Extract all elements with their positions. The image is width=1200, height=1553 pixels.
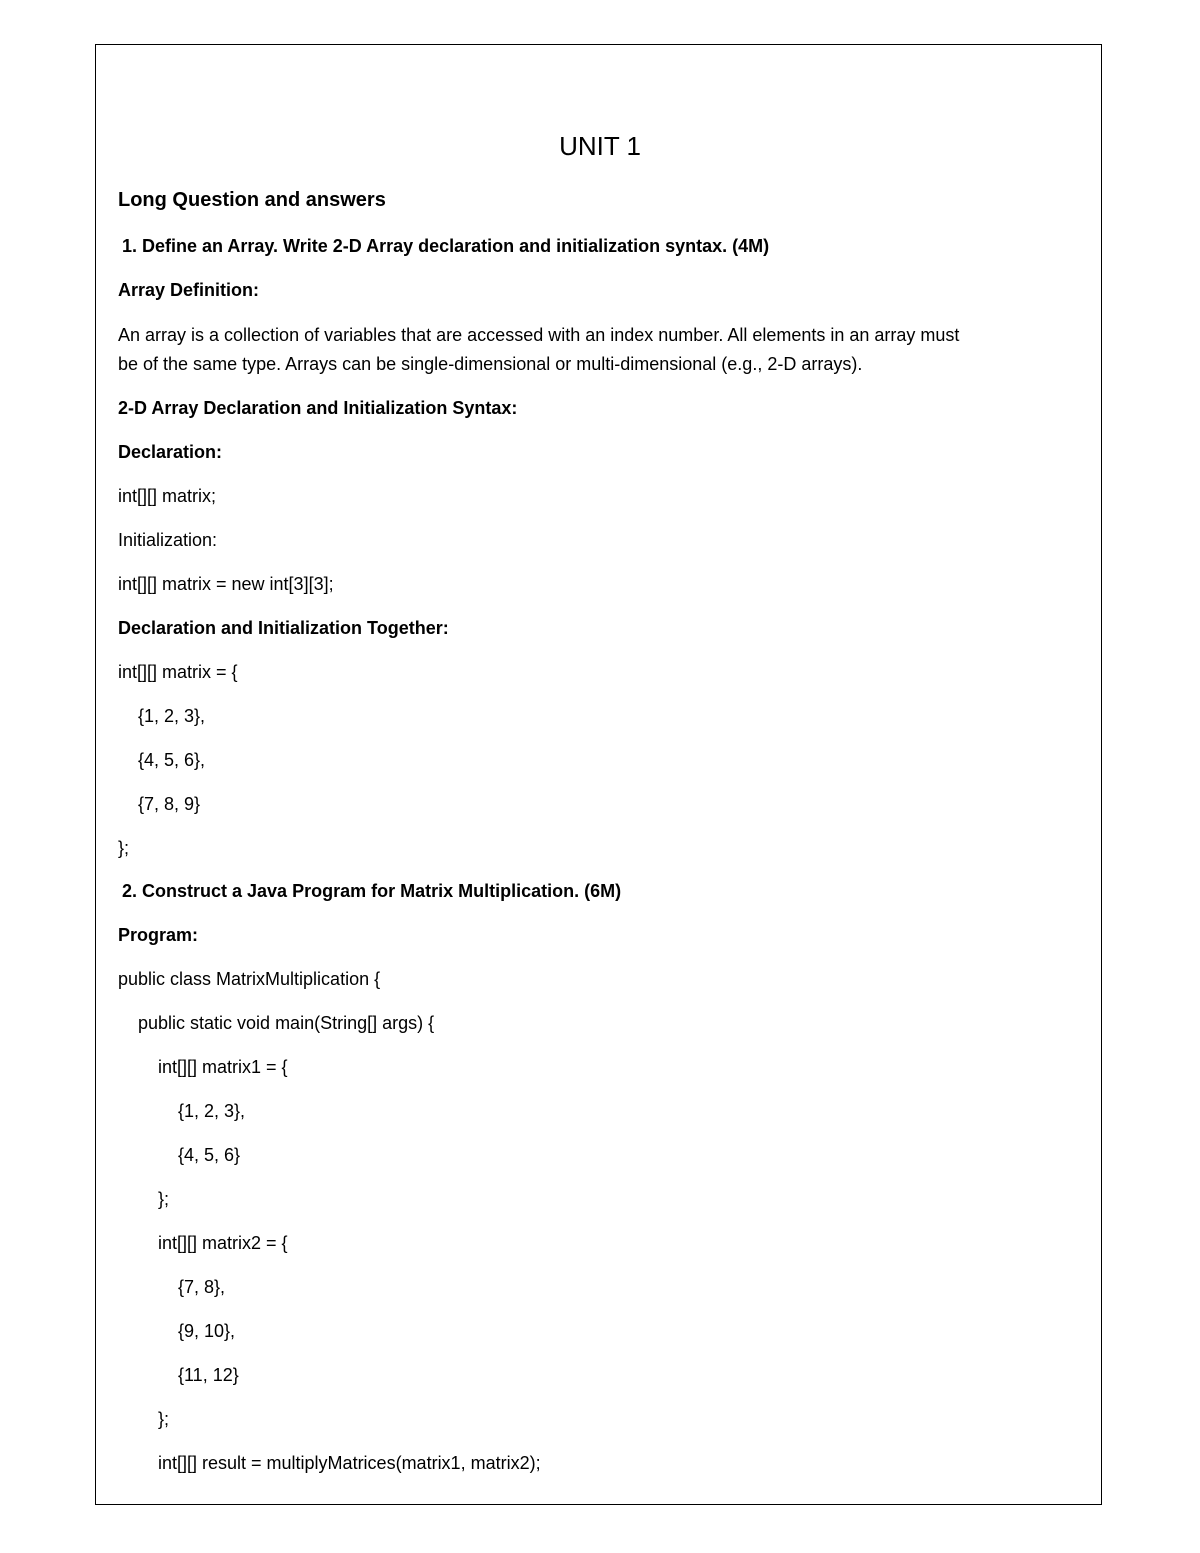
code-line: {7, 8},: [178, 1277, 226, 1297]
code-line: {1, 2, 3},: [138, 706, 206, 726]
definition-text-line-2: be of the same type. Arrays can be single-dimensional or multi-dimensional (e.g., 2-D arrays).: [118, 354, 863, 374]
together-label: Declaration and Initialization Together:: [118, 618, 449, 638]
code-line: {7, 8, 9}: [138, 794, 201, 814]
question-2: 2. Construct a Java Program for Matrix Multiplication. (6M): [122, 881, 622, 901]
code-line: {4, 5, 6}: [178, 1145, 241, 1165]
code-line: int[][] matrix = {: [118, 662, 238, 682]
code-line: int[][] result = multiplyMatrices(matrix1, matrix2);: [158, 1453, 541, 1473]
initialization-code: int[][] matrix = new int[3][3];: [118, 574, 334, 594]
syntax-heading: 2-D Array Declaration and Initialization Syntax:: [118, 398, 518, 418]
declaration-label: Declaration:: [118, 442, 223, 462]
code-line: {4, 5, 6},: [138, 750, 206, 770]
code-line: {1, 2, 3},: [178, 1101, 246, 1121]
code-line: };: [118, 838, 130, 858]
array-definition-heading: Array Definition:: [118, 280, 260, 300]
page-border: [95, 44, 1102, 1505]
code-line: public class MatrixMultiplication {: [118, 969, 381, 989]
page-title: UNIT 1: [559, 131, 641, 161]
program-label: Program:: [118, 925, 199, 945]
section-subtitle: Long Question and answers: [118, 189, 386, 211]
code-line: public static void main(String[] args) {: [138, 1013, 435, 1033]
declaration-code: int[][] matrix;: [118, 486, 217, 506]
code-line: };: [158, 1189, 170, 1209]
initialization-label: Initialization:: [118, 530, 218, 550]
code-line: int[][] matrix1 = {: [158, 1057, 288, 1077]
code-line: };: [158, 1409, 170, 1429]
code-line: int[][] matrix2 = {: [158, 1233, 288, 1253]
definition-text-line-1: An array is a collection of variables that are accessed with an index number. All elements in an array must: [118, 325, 960, 345]
code-line: {9, 10},: [178, 1321, 236, 1341]
question-1: 1. Define an Array. Write 2-D Array declaration and initialization syntax. (4M): [122, 236, 770, 256]
code-line: {11, 12}: [178, 1365, 239, 1385]
